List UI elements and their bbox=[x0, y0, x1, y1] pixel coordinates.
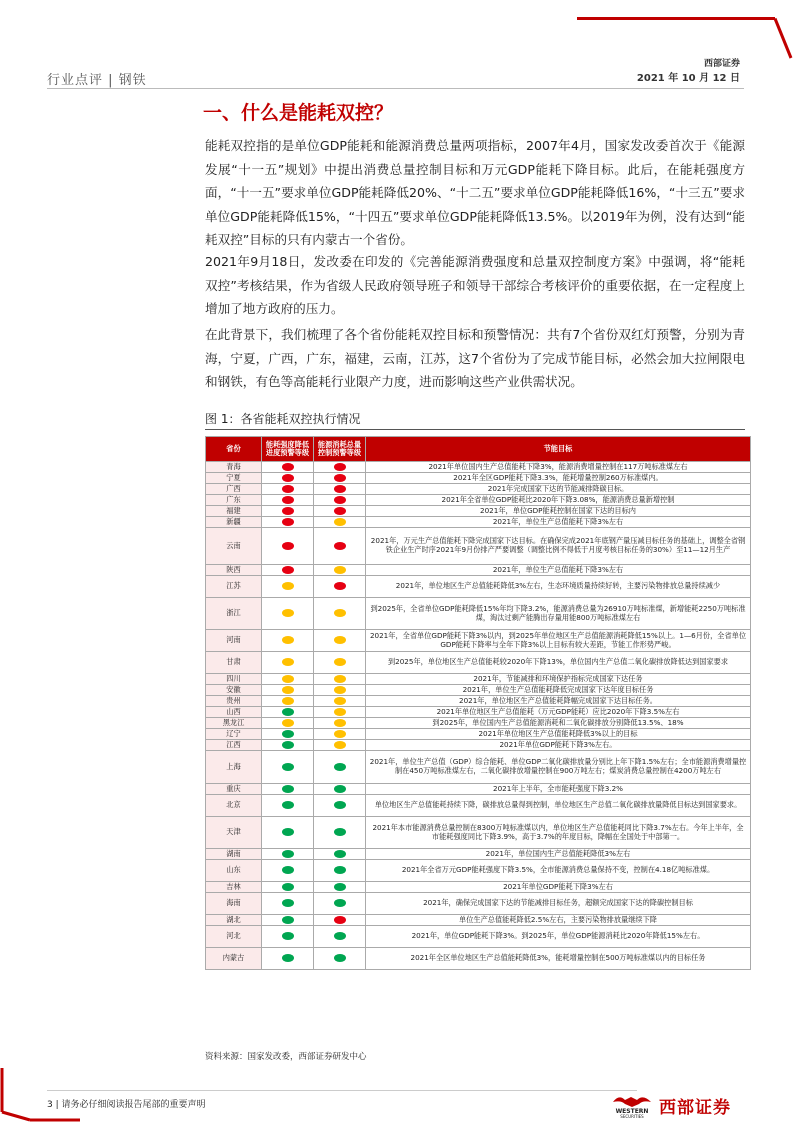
province-cell: 湖南 bbox=[206, 849, 262, 860]
table-row bbox=[206, 506, 751, 517]
province-cell: 广西 bbox=[206, 484, 262, 495]
column-header-target: 节能目标 bbox=[366, 437, 751, 462]
green-warning-light-icon bbox=[334, 932, 346, 940]
intensity-warning-cell bbox=[262, 652, 314, 674]
intensity-warning-cell bbox=[262, 685, 314, 696]
green-warning-light-icon bbox=[282, 954, 294, 962]
yellow-warning-light-icon bbox=[282, 675, 294, 683]
table-row bbox=[206, 948, 751, 970]
yellow-warning-light-icon bbox=[334, 636, 346, 644]
red-warning-light-icon bbox=[282, 463, 294, 471]
red-warning-light-icon bbox=[282, 507, 294, 515]
intensity-warning-cell bbox=[262, 462, 314, 473]
target-cell: 2021年，全省单位GDP能耗下降3%以内，到2025年单位地区生产总值能源消耗降低15%以上。1—6月份，全省单位GDP能耗下降率与全年下降3%以上目标有较大差距，节能工作形势严峻。 bbox=[366, 630, 751, 652]
report-category: 行业点评 | 钢铁 bbox=[47, 73, 147, 88]
yellow-warning-light-icon bbox=[334, 730, 346, 738]
table-row bbox=[206, 784, 751, 795]
table-row bbox=[206, 915, 751, 926]
page-number: 3 bbox=[47, 1100, 53, 1110]
total-warning-cell bbox=[314, 718, 366, 729]
target-cell: 2021年单位GDP能耗下降3%左右。 bbox=[366, 740, 751, 751]
total-warning-cell bbox=[314, 948, 366, 970]
province-cell: 黑龙江 bbox=[206, 718, 262, 729]
intensity-warning-cell bbox=[262, 565, 314, 576]
province-cell: 内蒙古 bbox=[206, 948, 262, 970]
table-row bbox=[206, 598, 751, 630]
logo-text-en-1: WESTERN bbox=[615, 1108, 649, 1115]
target-cell: 2021年单位GDP能耗下降3%左右 bbox=[366, 882, 751, 893]
target-cell: 到2025年，单位国内生产总值能源消耗和二氧化碳排放分别降低13.5%、18% bbox=[366, 718, 751, 729]
target-cell: 2021年单位地区生产总值能耗（万元GDP能耗）应比2020年下降3.5%左右 bbox=[366, 707, 751, 718]
target-cell: 2021年，单位生产总值能耗下降3%左右 bbox=[366, 565, 751, 576]
yellow-warning-light-icon bbox=[282, 686, 294, 694]
intensity-warning-cell bbox=[262, 915, 314, 926]
green-warning-light-icon bbox=[282, 850, 294, 858]
green-warning-light-icon bbox=[282, 866, 294, 874]
green-warning-light-icon bbox=[334, 828, 346, 836]
intensity-warning-cell bbox=[262, 630, 314, 652]
table-row bbox=[206, 849, 751, 860]
yellow-warning-light-icon bbox=[334, 741, 346, 749]
total-warning-cell bbox=[314, 576, 366, 598]
table-row bbox=[206, 860, 751, 882]
footer-divider bbox=[47, 1090, 637, 1091]
green-warning-light-icon bbox=[282, 932, 294, 940]
target-cell: 2021年本市能源消费总量控制在8300万吨标准煤以内，单位地区生产总值能耗同比下降3.7%左右。今年上半年，全市能耗强度同比下降3.9%，高于3.7%的年度目标，降幅在全国处于中部第一。 bbox=[366, 817, 751, 849]
column-header-intensity-warning: 能耗强度降低进度预警等级 bbox=[262, 437, 314, 462]
red-warning-light-icon bbox=[282, 542, 294, 550]
footer-separator: | bbox=[55, 1100, 62, 1110]
province-cell: 江苏 bbox=[206, 576, 262, 598]
green-warning-light-icon bbox=[282, 708, 294, 716]
figure-source: 资料来源：国家发改委，西部证券研发中心 bbox=[205, 1052, 367, 1062]
target-cell: 2021年，单位国内生产总值能耗降低3%左右 bbox=[366, 849, 751, 860]
section-title: 一、什么是能耗双控？ bbox=[203, 102, 394, 124]
yellow-warning-light-icon bbox=[282, 697, 294, 705]
target-cell: 2021年单位地区生产总值能耗降低3%以上的目标 bbox=[366, 729, 751, 740]
province-cell: 新疆 bbox=[206, 517, 262, 528]
table-row bbox=[206, 462, 751, 473]
province-cell: 海南 bbox=[206, 893, 262, 915]
header-divider bbox=[47, 88, 744, 89]
total-warning-cell bbox=[314, 740, 366, 751]
total-warning-cell bbox=[314, 795, 366, 817]
intensity-warning-cell bbox=[262, 740, 314, 751]
province-cell: 青海 bbox=[206, 462, 262, 473]
table-row bbox=[206, 565, 751, 576]
corner-decoration-bottom bbox=[0, 1068, 80, 1122]
yellow-warning-light-icon bbox=[282, 582, 294, 590]
yellow-warning-light-icon bbox=[334, 518, 346, 526]
total-warning-cell bbox=[314, 729, 366, 740]
table-row bbox=[206, 707, 751, 718]
province-cell: 广东 bbox=[206, 495, 262, 506]
table-row bbox=[206, 718, 751, 729]
province-cell: 辽宁 bbox=[206, 729, 262, 740]
province-cell: 浙江 bbox=[206, 598, 262, 630]
target-cell: 2021年，单位生产总值能耗下降3%左右 bbox=[366, 517, 751, 528]
target-cell: 2021年，单位GDP能耗控制在国家下达的目标内 bbox=[366, 506, 751, 517]
red-warning-light-icon bbox=[282, 485, 294, 493]
table-row bbox=[206, 576, 751, 598]
green-warning-light-icon bbox=[282, 785, 294, 793]
province-cell: 天津 bbox=[206, 817, 262, 849]
green-warning-light-icon bbox=[282, 883, 294, 891]
red-warning-light-icon bbox=[282, 566, 294, 574]
report-date: 2021 年 10 月 12 日 bbox=[636, 73, 740, 84]
yellow-warning-light-icon bbox=[334, 609, 346, 617]
province-cell: 安徽 bbox=[206, 685, 262, 696]
red-warning-light-icon bbox=[334, 542, 346, 550]
table-row bbox=[206, 517, 751, 528]
green-warning-light-icon bbox=[334, 899, 346, 907]
province-cell: 吉林 bbox=[206, 882, 262, 893]
total-warning-cell bbox=[314, 817, 366, 849]
total-warning-cell bbox=[314, 915, 366, 926]
total-warning-cell bbox=[314, 674, 366, 685]
red-warning-light-icon bbox=[334, 485, 346, 493]
table-row bbox=[206, 696, 751, 707]
logo-text-en-2: SECURITIES bbox=[620, 1114, 644, 1118]
table-row bbox=[206, 484, 751, 495]
target-cell: 2021年完成国家下达的节能减排降碳目标。 bbox=[366, 484, 751, 495]
total-warning-cell bbox=[314, 860, 366, 882]
total-warning-cell bbox=[314, 707, 366, 718]
target-cell: 2021年，单位地区生产总值能耗降幅完成国家下达目标任务。 bbox=[366, 696, 751, 707]
intensity-warning-cell bbox=[262, 926, 314, 948]
column-header-province: 省份 bbox=[206, 437, 262, 462]
province-cell: 山东 bbox=[206, 860, 262, 882]
yellow-warning-light-icon bbox=[334, 566, 346, 574]
total-warning-cell bbox=[314, 462, 366, 473]
western-securities-logo-icon bbox=[609, 1094, 655, 1118]
target-cell: 到2025年，全省单位GDP能耗降低15%年均下降3.2%，能源消费总量为26910万吨标准煤，新增能耗2250万吨标准煤，淘汰过剩产能腾出存量用能800万吨标准煤左右 bbox=[366, 598, 751, 630]
total-warning-cell bbox=[314, 484, 366, 495]
target-cell: 到2025年，单位地区生产总值能耗较2020年下降13%，单位国内生产总值二氧化碳排放降低达到国家要求 bbox=[366, 652, 751, 674]
total-warning-cell bbox=[314, 598, 366, 630]
yellow-warning-light-icon bbox=[282, 609, 294, 617]
province-energy-table bbox=[205, 436, 751, 970]
yellow-warning-light-icon bbox=[282, 719, 294, 727]
total-warning-cell bbox=[314, 696, 366, 707]
green-warning-light-icon bbox=[334, 801, 346, 809]
column-header-total-warning: 能源消耗总量控制预警等级 bbox=[314, 437, 366, 462]
total-warning-cell bbox=[314, 517, 366, 528]
intensity-warning-cell bbox=[262, 784, 314, 795]
green-warning-light-icon bbox=[282, 828, 294, 836]
target-cell: 2021年，单位生产总值（GDP）综合能耗、单位GDP二氧化碳排放量分别比上年下降1.5%左右；全市能源消费增量控制在450万吨标准煤左右，二氧化碳排放增量控制在900万吨左右；煤炭消费总量控制在4200万吨左右 bbox=[366, 751, 751, 784]
total-warning-cell bbox=[314, 630, 366, 652]
header-brand: 西部证券 bbox=[703, 59, 740, 69]
yellow-warning-light-icon bbox=[282, 658, 294, 666]
intensity-warning-cell bbox=[262, 893, 314, 915]
yellow-warning-light-icon bbox=[282, 636, 294, 644]
total-warning-cell bbox=[314, 506, 366, 517]
corner-decoration-top bbox=[577, 17, 793, 59]
province-cell: 陕西 bbox=[206, 565, 262, 576]
target-cell: 单位生产总值能耗降低2.5%左右，主要污染物排放量继续下降 bbox=[366, 915, 751, 926]
target-cell: 单位地区生产总值能耗持续下降，碳排放总量得到控制，单位地区生产总值二氧化碳排放量降低目标达到国家要求。 bbox=[366, 795, 751, 817]
red-warning-light-icon bbox=[334, 582, 346, 590]
intensity-warning-cell bbox=[262, 506, 314, 517]
disclaimer-note: 请务必仔细阅读报告尾部的重要声明 bbox=[61, 1100, 206, 1110]
target-cell: 2021年全区单位地区生产总值能耗降低3%，能耗增量控制在500万吨标准煤以内的目标任务 bbox=[366, 948, 751, 970]
green-warning-light-icon bbox=[282, 730, 294, 738]
table-row bbox=[206, 751, 751, 784]
table-row bbox=[206, 528, 751, 565]
total-warning-cell bbox=[314, 652, 366, 674]
intensity-warning-cell bbox=[262, 473, 314, 484]
footer-text bbox=[47, 1097, 206, 1110]
yellow-warning-light-icon bbox=[334, 708, 346, 716]
target-cell: 2021年，节能减排和环境保护指标完成国家下达任务 bbox=[366, 674, 751, 685]
target-cell: 2021年，单位地区生产总值能耗降低3%左右，生态环境质量持续好转，主要污染物排放总量持续减少 bbox=[366, 576, 751, 598]
green-warning-light-icon bbox=[282, 899, 294, 907]
province-cell: 北京 bbox=[206, 795, 262, 817]
province-cell: 江西 bbox=[206, 740, 262, 751]
table-body bbox=[206, 462, 751, 970]
target-cell: 2021年全省万元GDP能耗强度下降3.5%，全市能源消费总量保持不变，控制在4.18亿吨标准煤。 bbox=[366, 860, 751, 882]
intensity-warning-cell bbox=[262, 729, 314, 740]
yellow-warning-light-icon bbox=[334, 686, 346, 694]
intensity-warning-cell bbox=[262, 817, 314, 849]
green-warning-light-icon bbox=[282, 763, 294, 771]
target-cell: 2021年上半年，全市能耗强度下降3.2% bbox=[366, 784, 751, 795]
total-warning-cell bbox=[314, 528, 366, 565]
green-warning-light-icon bbox=[282, 741, 294, 749]
red-warning-light-icon bbox=[282, 474, 294, 482]
intensity-warning-cell bbox=[262, 751, 314, 784]
table-row bbox=[206, 674, 751, 685]
total-warning-cell bbox=[314, 685, 366, 696]
intensity-warning-cell bbox=[262, 495, 314, 506]
red-warning-light-icon bbox=[334, 916, 346, 924]
western-securities-logo-text: 西部证券 bbox=[659, 1098, 731, 1118]
intensity-warning-cell bbox=[262, 948, 314, 970]
total-warning-cell bbox=[314, 893, 366, 915]
paragraph-1: 能耗双控指的是单位GDP能耗和能源消费总量两项指标，2007年4月，国家发改委首次于《能源发展“十一五”规划》中提出消费总量控制目标和万元GDP能耗下降目标。此后，在能耗强度方面，“十一五”要求单位GDP能耗降低20%、“十二五”要求单位GDP能耗降低16%，“十三五”要求单位GDP能耗降低15%，“十四五”要求单位GDP能耗降低13.5%。以2019年为例，没有达到“能耗双控”目标的只有内蒙古一个省份。 bbox=[205, 138, 745, 247]
target-cell: 2021年单位国内生产总值能耗下降3%，能源消费增量控制在117万吨标准煤左右 bbox=[366, 462, 751, 473]
intensity-warning-cell bbox=[262, 707, 314, 718]
yellow-warning-light-icon bbox=[334, 675, 346, 683]
target-cell: 2021年，万元生产总值能耗下降完成国家下达目标。在确保完成2021年底钢产量压减目标任务的基础上，调整全省钢铁企业生产时序2021年9月份排产严要调整（调整比例不得低于月度考核目标任务的30%）至11—12月生产 bbox=[366, 528, 751, 565]
province-cell: 上海 bbox=[206, 751, 262, 784]
table-row bbox=[206, 893, 751, 915]
green-warning-light-icon bbox=[334, 954, 346, 962]
province-cell: 四川 bbox=[206, 674, 262, 685]
total-warning-cell bbox=[314, 784, 366, 795]
yellow-warning-light-icon bbox=[334, 719, 346, 727]
table-row bbox=[206, 740, 751, 751]
total-warning-cell bbox=[314, 926, 366, 948]
province-cell: 河南 bbox=[206, 630, 262, 652]
figure-title: 图 1：各省能耗双控执行情况 bbox=[205, 412, 361, 426]
intensity-warning-cell bbox=[262, 517, 314, 528]
intensity-warning-cell bbox=[262, 860, 314, 882]
intensity-warning-cell bbox=[262, 528, 314, 565]
figure-title-divider bbox=[205, 429, 745, 430]
table-row bbox=[206, 882, 751, 893]
intensity-warning-cell bbox=[262, 795, 314, 817]
intensity-warning-cell bbox=[262, 576, 314, 598]
target-cell: 2021年全区GDP能耗下降3.3%，能耗增量控制260万标准煤内。 bbox=[366, 473, 751, 484]
intensity-warning-cell bbox=[262, 674, 314, 685]
red-warning-light-icon bbox=[334, 507, 346, 515]
table-row bbox=[206, 495, 751, 506]
total-warning-cell bbox=[314, 473, 366, 484]
province-cell: 福建 bbox=[206, 506, 262, 517]
table-row bbox=[206, 473, 751, 484]
intensity-warning-cell bbox=[262, 484, 314, 495]
total-warning-cell bbox=[314, 565, 366, 576]
red-warning-light-icon bbox=[282, 496, 294, 504]
green-warning-light-icon bbox=[334, 850, 346, 858]
intensity-warning-cell bbox=[262, 696, 314, 707]
province-cell: 甘肃 bbox=[206, 652, 262, 674]
intensity-warning-cell bbox=[262, 598, 314, 630]
intensity-warning-cell bbox=[262, 849, 314, 860]
green-warning-light-icon bbox=[334, 866, 346, 874]
province-cell: 云南 bbox=[206, 528, 262, 565]
total-warning-cell bbox=[314, 751, 366, 784]
paragraph-2: 2021年9月18日，发改委在印发的《完善能源消费强度和总量双控制度方案》中强调，将“能耗双控”考核结果，作为省级人民政府领导班子和领导干部综合考核评价的重要依据，在一定程度上增加了地方政府的压力。 bbox=[205, 254, 745, 316]
table-row bbox=[206, 795, 751, 817]
table-row bbox=[206, 685, 751, 696]
intensity-warning-cell bbox=[262, 882, 314, 893]
green-warning-light-icon bbox=[334, 763, 346, 771]
total-warning-cell bbox=[314, 849, 366, 860]
red-warning-light-icon bbox=[334, 474, 346, 482]
total-warning-cell bbox=[314, 495, 366, 506]
province-cell: 重庆 bbox=[206, 784, 262, 795]
table-header-row bbox=[206, 437, 751, 462]
green-warning-light-icon bbox=[334, 785, 346, 793]
target-cell: 2021年，单位GDP能耗下降3%。到2025年，单位GDP能源消耗比2020年降低15%左右。 bbox=[366, 926, 751, 948]
table-row bbox=[206, 729, 751, 740]
table-row bbox=[206, 652, 751, 674]
province-cell: 宁夏 bbox=[206, 473, 262, 484]
green-warning-light-icon bbox=[282, 801, 294, 809]
green-warning-light-icon bbox=[334, 883, 346, 891]
intensity-warning-cell bbox=[262, 718, 314, 729]
red-warning-light-icon bbox=[334, 496, 346, 504]
table-row bbox=[206, 630, 751, 652]
province-cell: 贵州 bbox=[206, 696, 262, 707]
province-cell: 湖北 bbox=[206, 915, 262, 926]
red-warning-light-icon bbox=[282, 518, 294, 526]
paragraph-3: 在此背景下，我们梳理了各个省份能耗双控目标和预警情况：共有7个省份双红灯预警，分别为青海，宁夏，广西，广东，福建，云南，江苏，这7个省份为了完成节能目标，必然会加大拉闸限电和钢铁，有色等高能耗行业限产力度，进而影响这些产业供需状况。 bbox=[205, 327, 745, 389]
target-cell: 2021年，确保完成国家下达的节能减排目标任务，超额完成国家下达的降碳控制目标 bbox=[366, 893, 751, 915]
province-cell: 河北 bbox=[206, 926, 262, 948]
table-row bbox=[206, 926, 751, 948]
province-cell: 山西 bbox=[206, 707, 262, 718]
yellow-warning-light-icon bbox=[334, 658, 346, 666]
target-cell: 2021年全省单位GDP能耗比2020年下降3.08%，能源消费总量新增控制 bbox=[366, 495, 751, 506]
total-warning-cell bbox=[314, 882, 366, 893]
yellow-warning-light-icon bbox=[334, 697, 346, 705]
red-warning-light-icon bbox=[334, 463, 346, 471]
target-cell: 2021年，单位生产总值能耗降低完成国家下达年度目标任务 bbox=[366, 685, 751, 696]
green-warning-light-icon bbox=[282, 916, 294, 924]
table-row bbox=[206, 817, 751, 849]
